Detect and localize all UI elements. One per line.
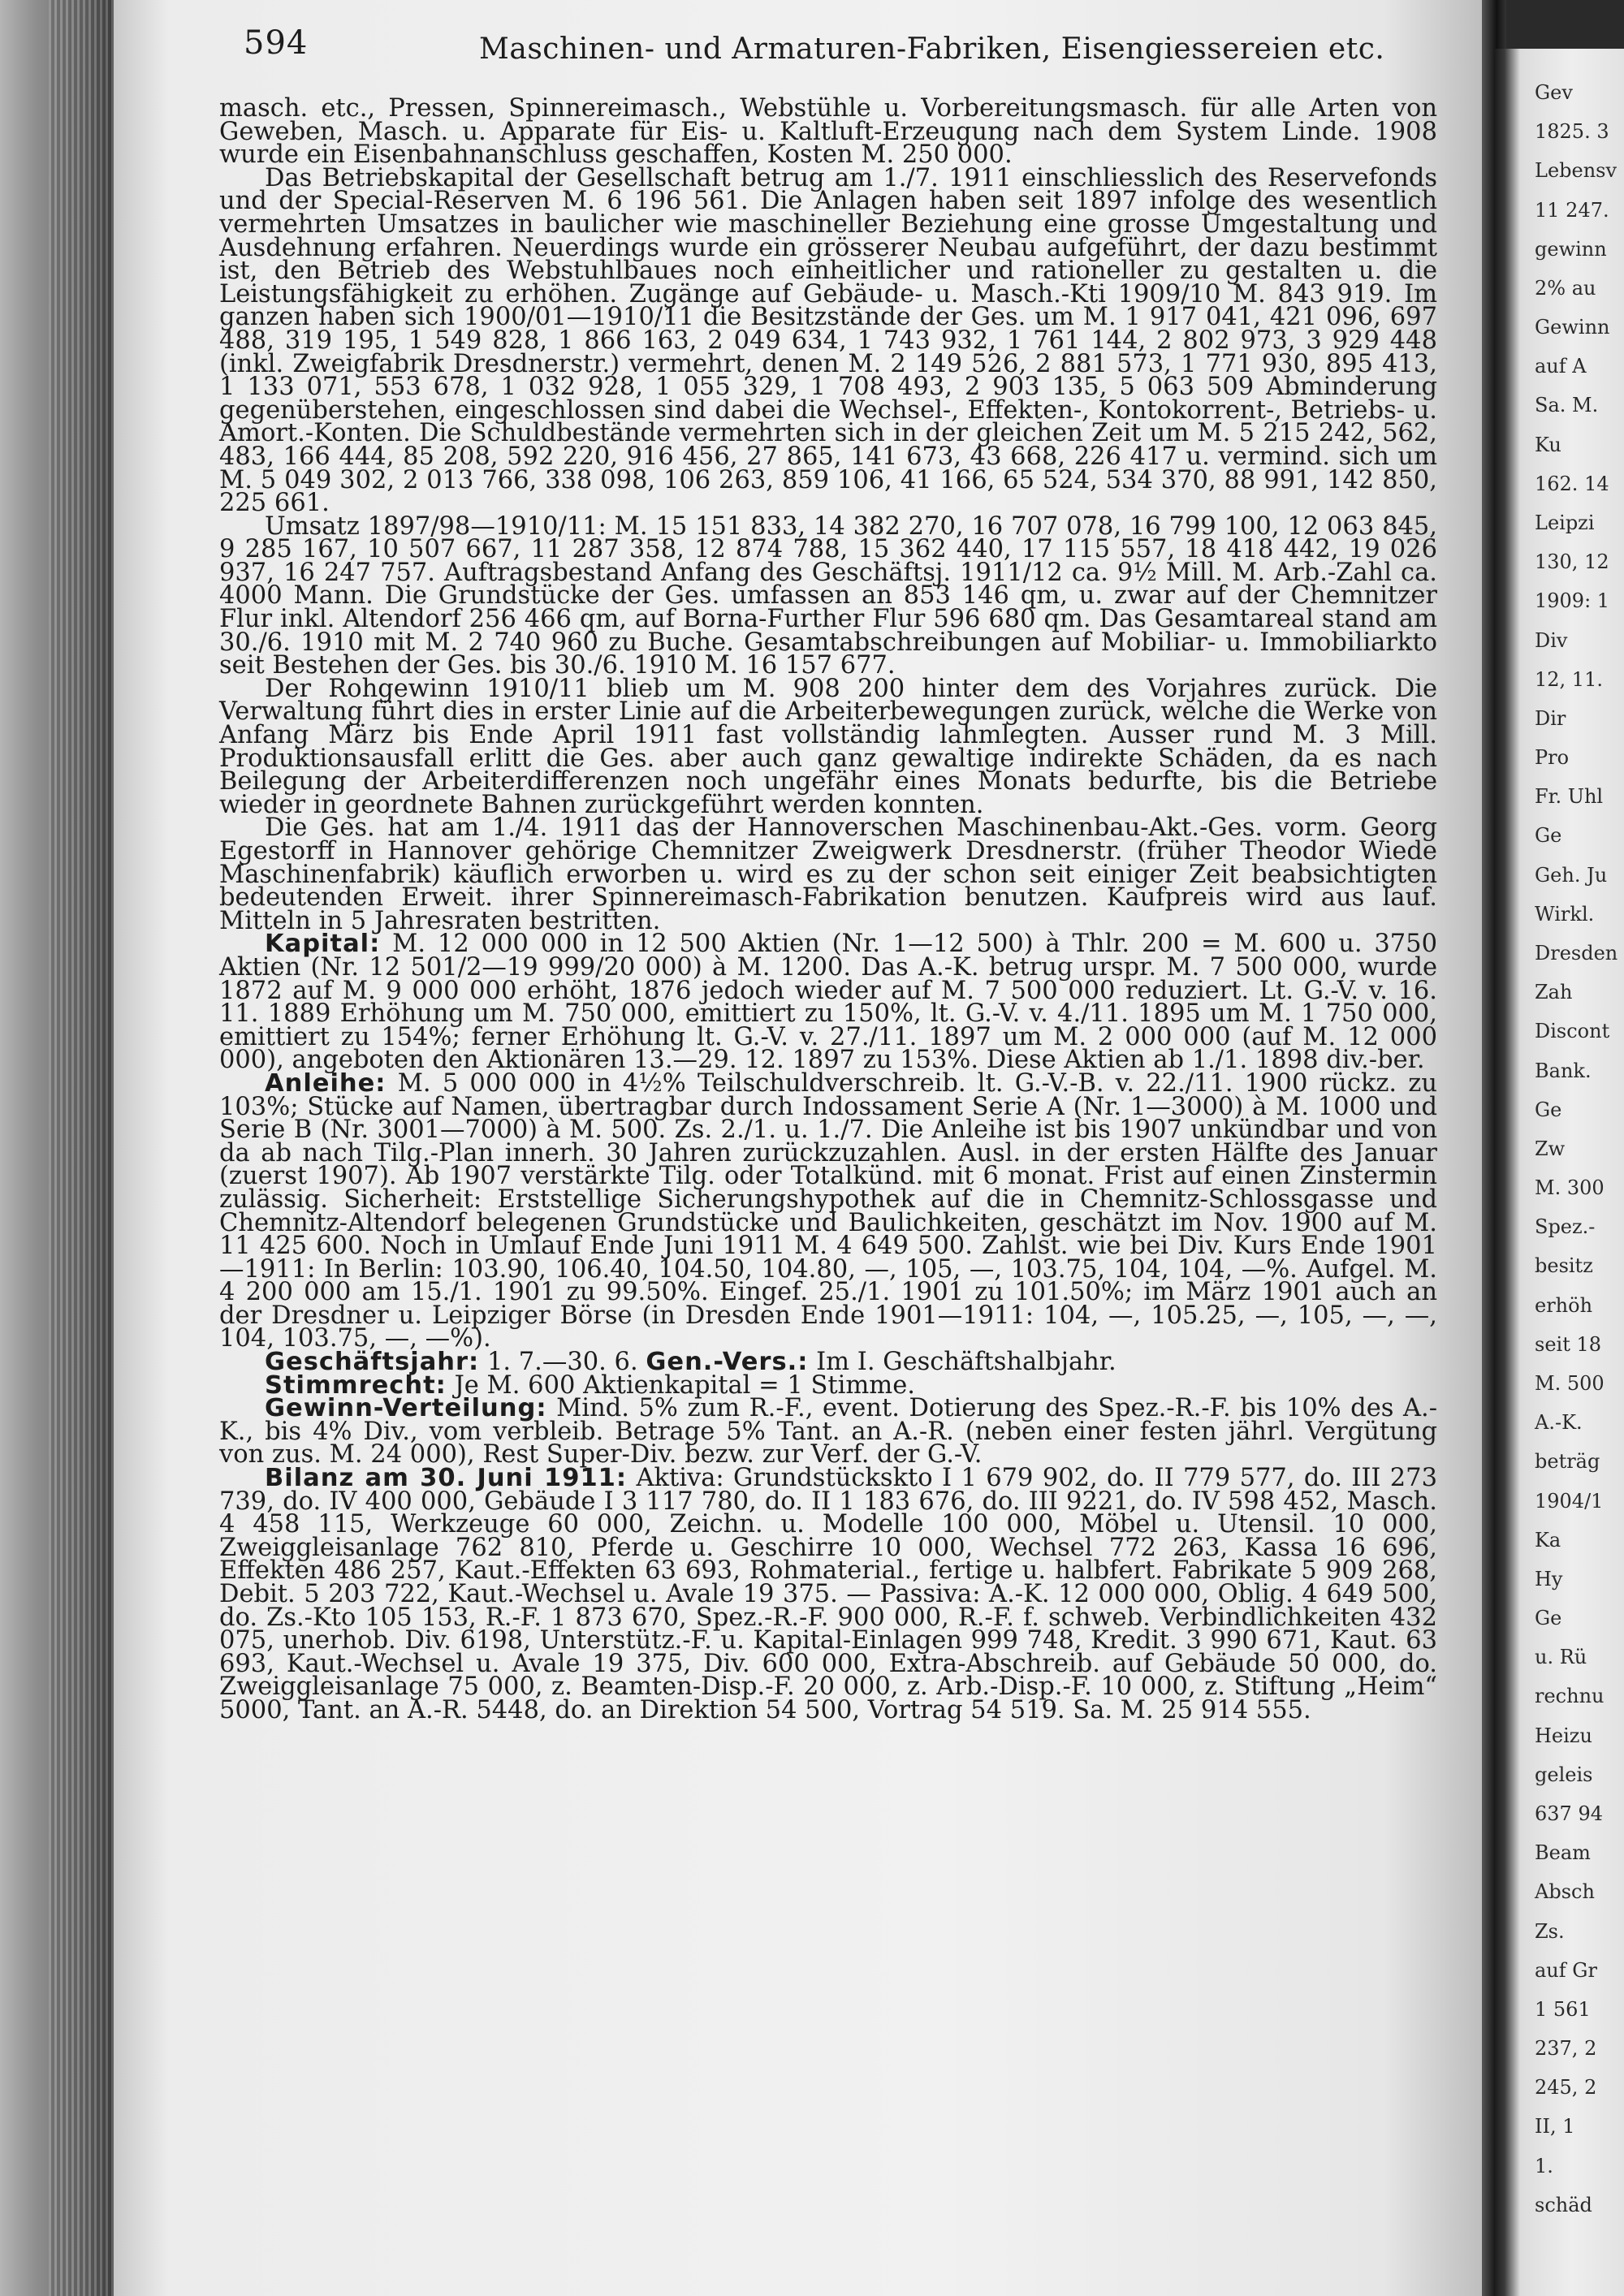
neighbour-page-fragment: Leipzi: [1535, 511, 1595, 534]
neighbour-page-fragment: auf Gr: [1535, 1958, 1597, 1982]
paragraph: [219, 511, 1437, 680]
paragraph-text: Umsatz 1897/98—1910/11: M. 15 151 833, 14 382 270, 16 707 078, 16 799 100, 12 063 845, 9 285 167, 10 507 667, 11 287 358, 12 874 788, 15 362 440, 17 115 557, 18 418 442, 19 026 937, 16 247 757. Auftragsbestand Anfang des Geschäftsj. 1911/12 ca. 9½ Mill. M. Arb.-Zahl ca. 4000 Mann. Die Grundstücke der Ges. umfassen an 853 146 qm, u. zwar auf der Chemnitzer Flur inkl. Altendorf 256 466 qm, auf Borna-Further Flur 596 680 qm. Das Gesamtareal stand am 30./6. 1910 mit M. 2 740 960 zu Buche. Gesamtabschreibungen auf Mobiliar- u. Immobiliarkto seit Bestehen der Ges. bis 30./6. 1910 M. 16 157 677.: [219, 511, 1437, 680]
paragraph: [219, 1394, 1437, 1470]
neighbour-page-fragment: Spez.-: [1535, 1215, 1596, 1239]
book-spine: [0, 0, 122, 2296]
neighbour-page-fragment: Sa. M.: [1535, 394, 1599, 417]
neighbour-page-fragment: Gev: [1535, 81, 1573, 104]
section-heading: Kapital:: [265, 930, 381, 959]
paragraph: [219, 930, 1437, 1075]
neighbour-page-fragment: seit 18: [1535, 1332, 1602, 1356]
page-header: [244, 24, 1429, 73]
neighbour-page-fragment: Bank.: [1535, 1059, 1592, 1082]
spine-edges: [49, 0, 114, 2296]
neighbour-page-fragment: 12, 11.: [1535, 667, 1603, 691]
paragraph-text: Je M. 600 Aktienkapital = 1 Stimme.: [446, 1370, 915, 1400]
neighbour-page-fragment: Ge: [1535, 824, 1562, 848]
neighbour-page-fragment: Zw: [1535, 1137, 1566, 1160]
neighbour-page-fragment: 1.: [1535, 2154, 1553, 2177]
neighbour-page-fragment: Heizu: [1535, 1724, 1592, 1747]
neighbour-page-fragment: Hy: [1535, 1567, 1563, 1590]
neighbour-page-fragment: Dir: [1535, 706, 1566, 730]
neighbour-page-fragment: Discont: [1535, 1020, 1610, 1043]
neighbour-page-fragment: Zs.: [1535, 1919, 1565, 1943]
neighbour-page-fragment: Gewinn: [1535, 316, 1610, 339]
paragraph-text: Im I. Geschäftshalbjahr.: [808, 1348, 1116, 1377]
section-heading: Bilanz am 30. Juni 1911:: [265, 1464, 628, 1493]
section-heading: Geschäftsjahr:: [265, 1348, 480, 1377]
paragraph-text: M. 5 000 000 in 4½% Teilschuldverschreib. lt. G.-V.-B. v. 22./11. 1900 rückz. zu 103%; Stücke auf Namen, übertragbar durch Indossament Serie A (Nr. 1—3000) à M. 1000 und Serie B (Nr. 3001—7000) à M. 500. Zs. 2./1. u. 1./7. Die Anleihe ist bis 1907 unkündbar und von da ab nach Tilg.-Plan innerh. 30 Jahren zurückzuzahlen. Ausl. in der ersten Hälfte des Januar (zuerst 1907). Ab 1907 verstärkte Tilg. oder Totalkünd. mit 6 monat. Frist auf einen Zinstermin zulässig. Sicherheit: Erststellige Sicherungshypothek auf die in Chemnitz-Schlossgasse und Chemnitz-Altendorf belegenen Grundstücke und Baulichkeiten, geschätzt im Nov. 1900 auf M. 11 425 600. Noch in Umlauf Ende Juni 1911 M. 4 649 500. Zahlst. wie bei Div. Kurs Ende 1901—1911: In Berlin: 103.90, 106.40, 104.50, 104.80, —, 105, —, 103.75, 104, 104, —%. Aufgel. M. 4 200 000 am 15./1. 1901 zu 99.50%. Eingef. 25./1. 1901 zu 101.50%; im März 1901 auch an der Dresdner u. Leipziger Börse (in Dresden Ende 1901—1911: 104, —, 105.25, —, 105, —, —, 104, 103.75, —, —%).: [219, 1068, 1437, 1353]
neighbour-page-fragment: Geh. Ju: [1535, 863, 1608, 887]
paragraph: [219, 94, 1437, 170]
paragraph-text: Aktiva: Grundstückskto I 1 679 902, do. II 779 577, do. III 273 739, do. IV 400 000, Gebäude I 3 117 780, do. II 1 183 676, do. III 9221, do. IV 598 452, Masch. 4 458 115, Werkzeuge 60 000, Zeichn. u. Modelle 100 000, Möbel u. Utensil. 10 000, Zweiggleisanlage 762 810, Pferde u. Geschirre 10 000, Wechsel 772 263, Kassa 16 696, Effekten 486 257, Kaut.-Effekten 63 693, Rohmaterial., fertige u. halbfert. Fabrikate 5 909 268, Debit. 5 203 722, Kaut.-Wechsel u. Avale 19 375. — Passiva: A.-K. 12 000 000, Oblig. 4 649 500, do. Zs.-Kto 105 153, R.-F. 1 873 670, Spez.-R.-F. 900 000, R.-F. f. schweb. Verbindlichkeiten 432 075, unerhob. Div. 6198, Unterstütz.-F. u. Kapital-Einlagen 999 748, Kredit. 3 990 671, Kaut. 63 693, Kaut.-Wechsel u. Avale 19 375, Div. 600 000, Extra-Abschreib. auf Gebäude 50 000, do. Zweiggleisanlage 75 000, z. Beamten-Disp.-F. 20 000, z. Arb.-Disp.-F. 10 000, z. Stiftung „Heim“ 5000, Tant. an A.-R. 5448, do. an Direktion 54 500, Vortrag 54 519. Sa. M. 25 914 555.: [219, 1464, 1437, 1724]
neighbour-page-fragment: Absch: [1535, 1880, 1595, 1904]
paragraph: [219, 1068, 1437, 1353]
section-heading: Stimmrecht:: [265, 1370, 447, 1400]
paragraph-text: Das Betriebskapital der Gesellschaft betrug am 1./7. 1911 einschliesslich des Reservefonds und der Special-Reserven M. 6 196 561. Die Anlagen haben seit 1897 infolge des wesentlich vermehrten Umsatzes in baulicher wie maschineller Beziehung eine grosse Umgestaltung und Ausdehnung erfahren. Neuerdings wurde ein grösserer Neubau aufgeführt, der dazu bestimmt ist, den Betrieb des Webstuhlbaues noch einheitlicher und rationeller zu gestalten u. die Leistungsfähigkeit zu erhöhen. Zugänge auf Gebäude- u. Masch.-Kti 1909/10 M. 843 919. Im ganzen haben sich 1900/01—1910/11 die Besitzstände der Ges. um M. 1 917 041, 421 096, 697 488, 319 195, 1 549 828, 1 866 163, 2 049 634, 1 743 932, 1 761 144, 2 802 973, 3 929 448 (inkl. Zweigfabrik Dresdnerstr.) vermehrt, denen M. 2 149 526, 2 881 573, 1 771 930, 895 413, 1 133 071, 553 678, 1 032 928, 1 055 329, 1 708 493, 2 903 135, 5 063 509 Abminderung gegenüberstehen, eingeschlossen sind dabei die Wechsel-, Effekten-, Kontokorrent-, Betriebs- u. Amort.-Konten. Die Schuldbestände vermehrten sich in der gleichen Zeit um M. 5 215 242, 562, 483, 166 444, 85 208, 592 220, 916 456, 27 865, 141 673, 43 668, 226 417 u. vermind. sich um M. 5 049 302, 2 013 766, 338 098, 106 263, 859 106, 41 166, 65 524, 534 370, 88 991, 142 850, 225 661.: [219, 163, 1437, 518]
paragraph: [219, 1464, 1437, 1724]
neighbour-page-fragment: 2% au: [1535, 276, 1596, 300]
neighbouring-page: [1494, 49, 1624, 2296]
neighbour-page-fragment: 245, 2: [1535, 2076, 1597, 2100]
neighbour-page-fragment: 1904/1: [1535, 1489, 1604, 1513]
neighbour-page-fragment: besitz: [1535, 1254, 1593, 1278]
neighbour-page-fragment: A.-K.: [1535, 1411, 1583, 1435]
neighbour-page-fragment: Fr. Uhl: [1535, 785, 1604, 809]
neighbour-page-fragment: Ku: [1535, 433, 1561, 456]
paragraph: [219, 674, 1437, 819]
paragraph-text: 1. 7.—30. 6.: [479, 1348, 646, 1377]
paragraph-text: masch. etc., Pressen, Spinnereimasch., Webstühle u. Vorbereitungsmasch. für alle Arten von Geweben, Masch. u. Apparate für Eis- u. Kaltluft-Erzeugung nach dem System Linde. 1908 wurde ein Eisenbahnanschluss geschaffen, Kosten M. 250 000.: [219, 94, 1437, 170]
book-page: [114, 0, 1494, 2296]
section-heading: Gewinn-Verteilung:: [265, 1394, 547, 1423]
neighbour-page-fragment: beträg: [1535, 1450, 1600, 1474]
paragraph-text: Die Ges. hat am 1./4. 1911 das der Hannoverschen Maschinenbau-Akt.-Ges. vorm. Georg Egestorff in Hannover gehörige Chemnitzer Zweigwerk Dresdnerstr. (früher Theodor Wiede Maschinenfabrik) käuflich erworben u. wird es zu der schon seit einiger Zeit beabsichtigten bedeutenden Erweit. ihrer Spinnereimasch-Fabrikation benutzen. Kaufpreis wird aus lauf. Mitteln in 5 Jahresraten bestritten.: [219, 814, 1437, 935]
neighbour-page-fragment: rechnu: [1535, 1685, 1605, 1708]
neighbour-page-fragment: M. 500: [1535, 1372, 1605, 1395]
paragraph-text: Der Rohgewinn 1910/11 blieb um M. 908 200 hinter dem des Vorjahres zurück. Die Verwaltung führt dies in erster Linie auf die Arbeiterbewegungen zurück, welche die Werke von Anfang März bis Ende April 1911 fast vollständig lahmlegten. Ausser rund M. 3 Mill. Produktionsausfall erlitt die Ges. aber auch ganz gewaltige indirekte Schäden, da es nach Beilegung der Arbeiterdifferenzen noch ungefähr eines Monats bedurfte, bis die Betriebe wieder in geordnete Bahnen zurückgeführt werden konnten.: [219, 674, 1437, 819]
neighbour-page-fragment: Zah: [1535, 981, 1573, 1004]
neighbour-page-fragment: gewinn: [1535, 237, 1607, 261]
neighbour-page-fragment: Ka: [1535, 1528, 1561, 1552]
neighbour-page-fragment: 130, 12: [1535, 550, 1609, 574]
page-number: 594: [244, 24, 309, 62]
neighbour-page-fragment: auf A: [1535, 355, 1587, 378]
neighbour-page-fragment: 1909: 1: [1535, 589, 1610, 613]
neighbour-page-fragment: u. Rü: [1535, 1646, 1587, 1669]
neighbour-page-fragment: 1825. 3: [1535, 120, 1609, 144]
neighbour-page-fragment: 237, 2: [1535, 2037, 1597, 2061]
neighbour-page-fragment: 637 94: [1535, 1802, 1603, 1825]
neighbour-page-fragment: Beam: [1535, 1841, 1591, 1865]
neighbour-page-fragment: Ge: [1535, 1607, 1562, 1630]
neighbour-page-fragment: Lebensv: [1535, 159, 1618, 183]
neighbour-page-fragment: Wirkl.: [1535, 902, 1595, 926]
paragraph: [219, 814, 1437, 935]
neighbour-page-fragment: schäd: [1535, 2193, 1592, 2216]
paragraph: [219, 163, 1437, 518]
neighbour-page-fragment: geleis: [1535, 1763, 1593, 1786]
paragraph-text: Mind. 5% zum R.-F., event. Dotierung des Spez.-R.-F. bis 10% des A.-K., bis 4% Div., vom verbleib. Betrage 5% Tant. an A.-R. (neben einer festen jährl. Vergütung von zus. M. 24 000), Rest Super-Div. bezw. zur Verf. der G.-V.: [219, 1394, 1437, 1470]
neighbour-page-fragment: Div: [1535, 628, 1568, 652]
neighbour-page-fragment: Ge: [1535, 1098, 1562, 1121]
neighbour-page-fragment: M. 300: [1535, 1176, 1605, 1200]
section-heading: Anleihe:: [265, 1068, 387, 1098]
page-body: [219, 94, 1437, 1724]
neighbour-page-fragment: 1 561: [1535, 1997, 1591, 2021]
neighbour-page-fragment: erhöh: [1535, 1293, 1593, 1317]
running-title: Maschinen- und Armaturen-Fabriken, Eisengiessereien etc.: [479, 32, 1385, 66]
section-heading: Gen.-Vers.:: [646, 1348, 809, 1377]
neighbour-page-fragment: 11 247.: [1535, 198, 1609, 222]
neighbour-page-fragment: Dresden: [1535, 942, 1618, 965]
neighbour-page-fragment: II, 1: [1535, 2115, 1575, 2138]
neighbour-page-fragment: Pro: [1535, 746, 1570, 770]
paragraph-text: M. 12 000 000 in 12 500 Aktien (Nr. 1—12 500) à Thlr. 200 = M. 600 u. 3750 Aktien (Nr. 12 501/2—19 999/20 000) à M. 1200. Das A.-K. betrug urspr. M. 7 500 000, wurde 1872 auf M. 9 000 000 erhöht, 1876 jedoch wieder auf M. 7 500 000 reduziert. Lt. G.-V. v. 16. 11. 1889 Erhöhung um M. 750 000, emittiert zu 150%, lt. G.-V. v. 4./11. 1895 um M. 1 750 000, emittiert zu 154%; ferner Erhöhung lt. G.-V. v. 27./11. 1897 um M. 2 000 000 (auf M. 12 000 000), angeboten den Aktionären 13.—29. 12. 1897 zu 153%. Diese Aktien ab 1./1. 1898 div.-ber.: [219, 930, 1437, 1075]
neighbour-page-fragment: 162. 14: [1535, 472, 1609, 495]
